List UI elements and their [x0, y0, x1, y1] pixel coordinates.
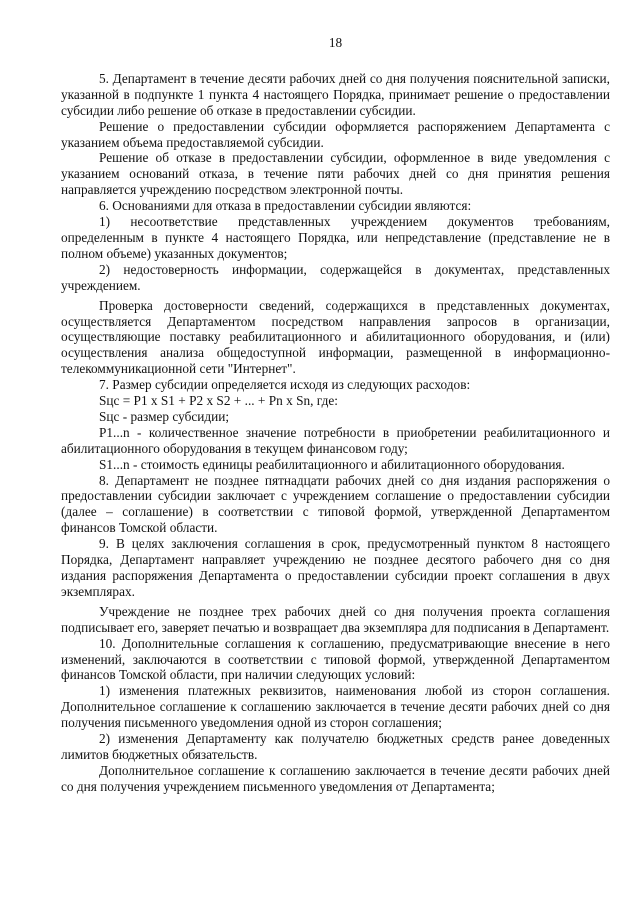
formula-def-s: Sцс - размер субсидии;	[99, 408, 230, 424]
paragraph-10-2: 2) изменения Департаменту как получателю бюджетных средств ранее доведенных лимитов бюджетных обязательств.	[61, 731, 610, 762]
paragraph-verification: Проверка достоверности сведений, содержащихся в представленных документах, осуществляется Департаментом посредством направления запросов в организации, осуществляющие поставку реабилитационного и абилитационного оборудования, и (или) осуществления анализа общедоступной информации, размещенной в информационно-телекоммуникационной сети "Интернет".	[61, 297, 610, 377]
formula-def-s1: S1...n - стоимость единицы реабилитационного и абилитационного оборудования.	[99, 456, 565, 472]
paragraph-6-1: 1) несоответствие представленных учреждением документов требованиям, определенным в пункте 4 настоящего Порядка, или непредставление (представление не в полном объеме) указанных документов;	[61, 214, 610, 261]
paragraph-7: 7. Размер субсидии определяется исходя из следующих расходов:	[99, 377, 471, 393]
paragraph-additional: Дополнительное соглашение к соглашению заключается в течение десяти рабочих дней со дня получения учреждением письменного уведомления от Департамента;	[61, 762, 610, 794]
paragraph-decision-refusal: Решение об отказе в предоставлении субсидии, оформленное в виде уведомления с указанием оснований отказа, в течение пяти рабочих дней со дня принятия решения направляется учреждению посредством электронной почты.	[61, 150, 610, 198]
formula-def-p: P1...n - количественное значение потребности в приобретении реабилитационного и абилитационного оборудования в текущем финансовом году;	[61, 424, 610, 456]
paragraph-decision-grant: Решение о предоставлении субсидии оформляется распоряжением Департамента с указанием объема предоставляемой субсидии.	[61, 118, 610, 150]
paragraph-6: 6. Основаниями для отказа в предоставлении субсидии являются:	[99, 198, 472, 214]
paragraph-6-2: 2) недостоверность информации, содержащейся в документах, представленных учреждением.	[61, 261, 610, 293]
paragraph-9: 9. В целях заключения соглашения в срок, предусмотренный пунктом 8 настоящего Порядка, Департамент направляет учреждению не позднее десятого рабочего дня со дня издания распоряжения Департамента о предоставлении субсидии проект соглашения в двух экземплярах.	[61, 536, 610, 599]
paragraph-8: 8. Департамент не позднее пятнадцати рабочих дней со дня издания распоряжения о предоставлении субсидии заключает с учреждением соглашение о предоставлении субсидии (далее – соглашение) в соответствии с типовой формой, утвержденной Департаментом финансов Томской области.	[61, 472, 610, 536]
page-number: 18	[328, 35, 343, 50]
paragraph-10: 10. Дополнительные соглашения к соглашению, предусматривающие внесение в него изменений, заключаются в соответствии с типовой формой, утвержденной Департаментом финансов Томской области, при наличии следующих условий:	[61, 635, 610, 683]
paragraph-10-1: 1) изменения платежных реквизитов, наименования любой из сторон соглашения. Дополнительное соглашение к соглашению заключается в течение десяти рабочих дней со дня получения письменного уведомления одной из сторон соглашения;	[61, 683, 610, 731]
paragraph-signing: Учреждение не позднее трех рабочих дней со дня получения проекта соглашения подписывает его, заверяет печатью и возвращает два экземпляра для подписания в Департамент.	[61, 603, 610, 635]
formula: Sцс = P1 x S1 + P2 x S2 + ... + Pn x Sn, где:	[99, 393, 338, 409]
paragraph-5: 5. Департамент в течение десяти рабочих дней со дня получения пояснительной записки, указанной в подпункте 1 пункта 4 настоящего Порядка, принимает решение о предоставлении субсидии либо решение об отказе в предоставлении субсидии.	[61, 70, 610, 118]
